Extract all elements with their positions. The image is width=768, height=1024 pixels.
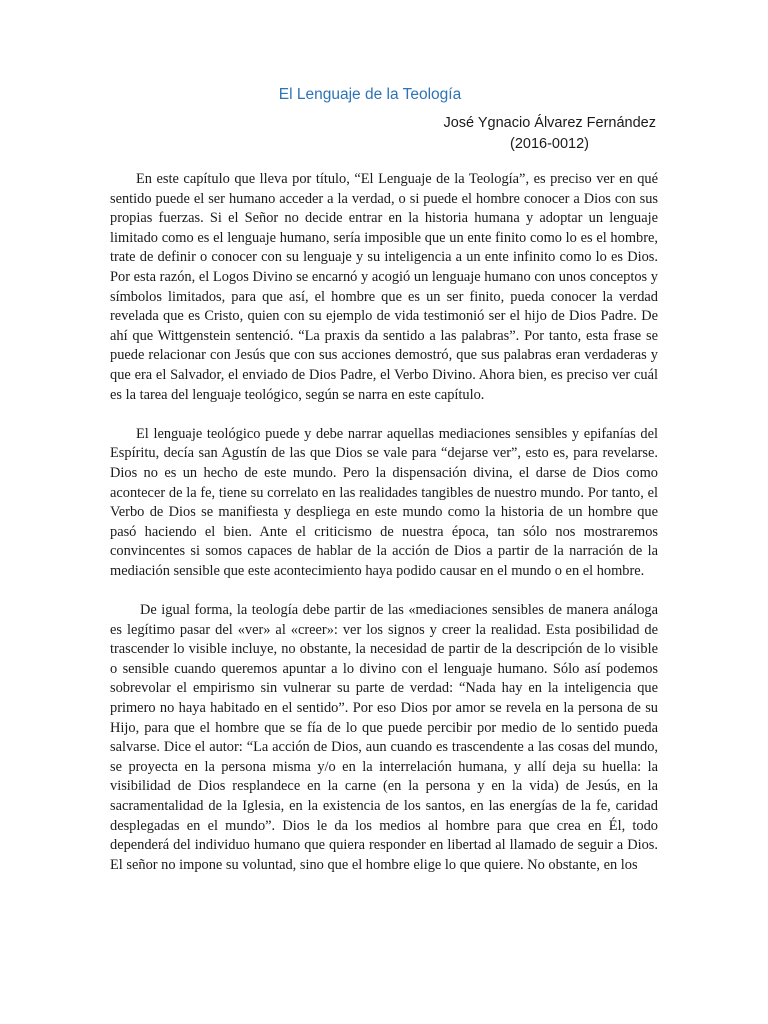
student-code: (2016-0012) — [510, 136, 589, 152]
paragraph-1: En este capítulo que lleva por título, “El Lenguaje de la Teología”, es preciso ver en qué sentido puede el ser humano acceder a la verdad, o si puede el hombre conocer a Dios con sus propias fuerzas. Si el Señor no decide entrar en la historia humana y adoptar un lenguaje limitado como es el lenguaje humano, sería imposible que un ente finito como lo es el hombre, trate de definir o conocer con su lenguaje y su inteligencia a un ente infinito como lo es Dios. Por esta razón, el Logos Divino se encarnó y acogió un lenguaje humano con unos conceptos y símbolos limitados, para que así, el hombre que es un ser finito, pueda conocer la verdad revelada que es Cristo, quien con su ejemplo de vida testimonió ser el hijo de Dios Padre. De ahí que Wittgenstein sentenció. “La praxis da sentido a las palabras”. Por tanto, esta frase se puede relacionar con Jesús que con sus acciones demostró, que sus palabras eran verdaderas y que era el Salvador, el enviado de Dios Padre, el Verbo Divino. Ahora bien, es preciso ver cuál es la tarea del lenguaje teológico, según se narra en este capítulo. — [110, 171, 658, 403]
document-title: El Lenguaje de la Teología — [278, 86, 462, 103]
paragraph-3: De igual forma, la teología debe partir de las «mediaciones sensibles de manera análoga es legítimo pasar del «ver» al «creer»: ver los signos y creer la realidad. Esta posibilidad de trascender lo visible incluye, no obstante, la necesidad de partir de la descripción de lo visible o sensible cuando queremos apuntar a lo divino con el lenguaje humano. Sólo así podemos sobrevolar el empirismo sin vulnerar su parte de verdad: “Nada hay en la inteligencia que primero no haya habitado en el sentido”. Por eso Dios por amor se revela en la persona de su Hijo, para que el hombre que se fía de lo que puede percibir por medio de lo sentido pueda salvarse. Dice el autor: “La acción de Dios, aun cuando es trascendente a las cosas del mundo, se proyecta en la persona misma y/o en la interrelación humana, y allí deja su huella: la visibilidad de Dios resplandece en la carne (en la persona y en la vida) de Jesús, en la sacramentalidad de la Iglesia, en la existencia de los santos, en las energías de la fe, caridad desplegadas en el mundo”. Dios le da los medios al hombre para que crea en Él, todo dependerá del individuo humano que quiera responder en libertad al llamado de seguir a Dios. El señor no impone su voluntad, sino que el hombre elige lo que quiere. No obstante, en los — [110, 602, 658, 873]
paragraph-2: El lenguaje teológico puede y debe narrar aquellas mediaciones sensibles y epifanías del Espíritu, decía san Agustín de las que Dios se vale para “dejarse ver”, esto es, para revelarse. Dios no es un hecho de este mundo. Pero la dispensación divina, el darse de Dios como acontecer de la fe, tiene su correlato en las realidades tangibles de nuestro mundo. Por tanto, el Verbo de Dios se manifiesta y despliega en este mundo como la historia de un hombre que pasó haciendo el bien. Ante el criticismo de nuestra época, tan sólo nos mostraremos convincentes si somos capaces de hablar de la acción de Dios a partir de la narración de la mediación sensible que este acontecimiento haya podido causar en el mundo o en el hombre. — [110, 425, 658, 579]
author-name: José Ygnacio Álvarez Fernández — [443, 115, 656, 131]
